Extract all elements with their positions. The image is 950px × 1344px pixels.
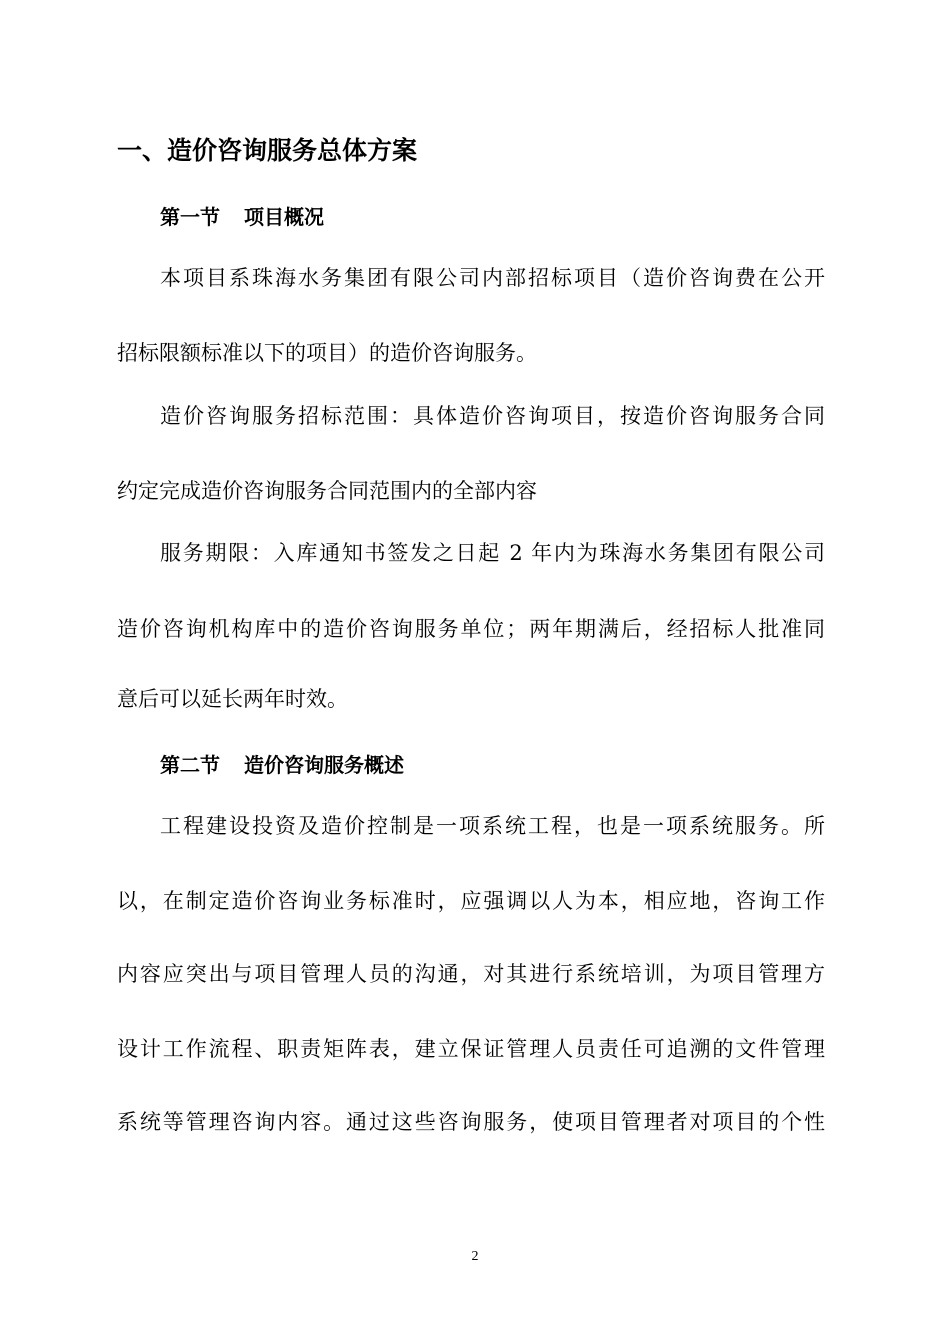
paragraph-line: 服务期限：入库通知书签发之日起 2 年内为珠海水务集团有限公司 xyxy=(160,541,825,565)
paragraph-line: 招标限额标准以下的项目）的造价咨询服务。 xyxy=(117,341,537,365)
paragraph-line: 本项目系珠海水务集团有限公司内部招标项目（造价咨询费在公开 xyxy=(160,266,825,290)
paragraph-line: 约定完成造价咨询服务合同范围内的全部内容 xyxy=(117,479,537,503)
paragraph-line: 以，在制定造价咨询业务标准时，应强调以人为本，相应地，咨询工作 xyxy=(117,889,825,913)
section-number: 第二节 xyxy=(160,753,220,777)
paragraph-line: 工程建设投资及造价控制是一项系统工程，也是一项系统服务。所 xyxy=(160,814,825,838)
section-title: 造价咨询服务概述 xyxy=(244,753,404,777)
paragraph-line: 意后可以延长两年时效。 xyxy=(117,687,348,711)
paragraph-line: 系统等管理咨询内容。通过这些咨询服务，使项目管理者对项目的个性 xyxy=(117,1110,825,1134)
page-number: 2 xyxy=(471,1249,479,1264)
chapter-title: 一、造价咨询服务总体方案 xyxy=(117,136,418,165)
paragraph-line: 造价咨询机构库中的造价咨询服务单位；两年期满后，经招标人批准同 xyxy=(117,617,825,641)
section-number: 第一节 xyxy=(160,205,220,229)
section-title: 项目概况 xyxy=(244,205,324,229)
paragraph-line: 内容应突出与项目管理人员的沟通，对其进行系统培训，为项目管理方 xyxy=(117,962,825,986)
paragraph-line: 设计工作流程、职责矩阵表，建立保证管理人员责任可追溯的文件管理 xyxy=(117,1037,825,1061)
section-heading-project-overview xyxy=(160,203,324,231)
paragraph-line: 造价咨询服务招标范围：具体造价咨询项目，按造价咨询服务合同 xyxy=(160,404,825,428)
section-heading-service-overview xyxy=(160,751,404,779)
